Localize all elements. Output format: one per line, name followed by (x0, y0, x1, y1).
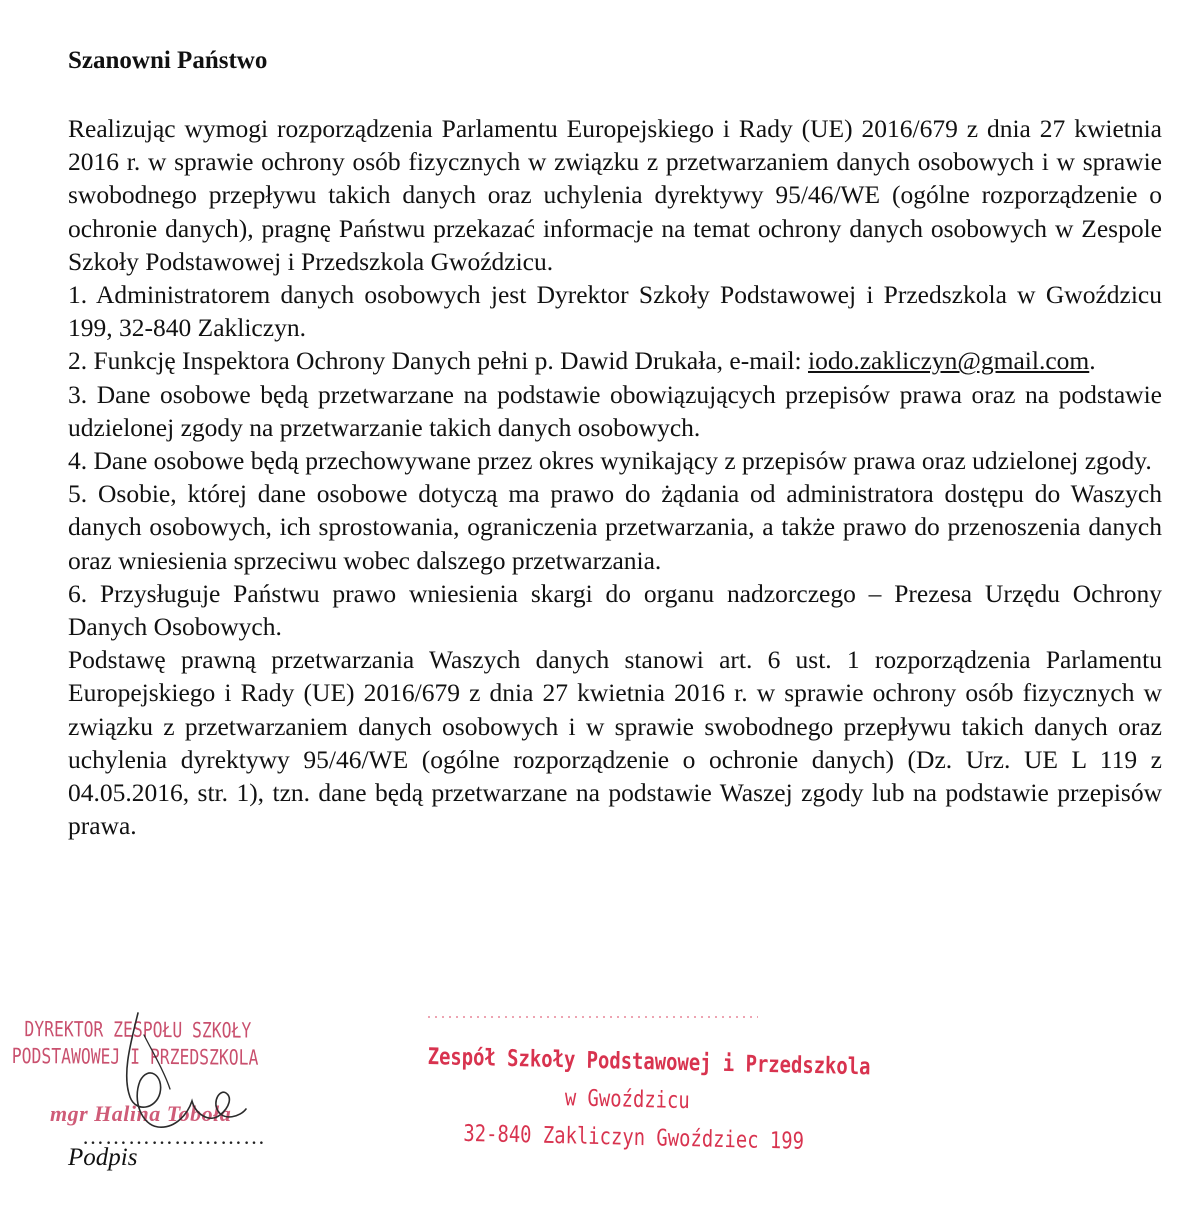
director-stamp-line-2: PODSTAWOWEJ I PRZEDSZKOLA (11, 1043, 259, 1070)
inspector-email-link[interactable]: iodo.zakliczyn@gmail.com (808, 346, 1090, 376)
school-stamp-line-1: Zespół Szkoły Podstawowej i Przedszkola (427, 1043, 871, 1081)
point-1: 1. Administratorem danych osobowych jest Dyrektor Szkoły Podstawowej i Przedszkola w Gwoździcu 199, 32-840 Zakliczyn. (68, 280, 1162, 343)
signature-dotted-line: …………………… (82, 1124, 266, 1149)
point-4: 4. Dane osobowe będą przechowywane przez okres wynikający z przepisów prawa oraz udzielonej zgody. (68, 446, 1152, 476)
signature-label: Podpis (68, 1144, 138, 1171)
legal-basis-paragraph: Podstawę prawną przetwarzania Waszych danych stanowi art. 6 ust. 1 rozporządzenia Parlamentu Europejskiego i Rady (UE) 2016/679 z dnia 27 kwietnia 2016 r. w sprawie ochrony osób fizycznych w związku z przetwarzaniem danych osobowych i w sprawie swobodnego przepływu takich danych oraz uchylenia dyrektywy 95/46/WE (ogólne rozporządzenie o ochronie danych) (Dz. Urz. UE L 119 z 04.05.2016, str. 1), tzn. dane będą przetwarzane na podstawie Waszej zgody lub na podstawie przepisów prawa. (68, 645, 1162, 841)
intro-paragraph: Realizując wymogi rozporządzenia Parlamentu Europejskiego i Rady (UE) 2016/679 z dnia 27 kwietnia 2016 r. w sprawie ochrony osób fizycznych w związku z przetwarzaniem danych osobowych i w sprawie swobodnego przepływu takich danych oraz uchylenia dyrektywy 95/46/WE (ogólne rozporządzenie o ochronie danych), pragnę Państwu przekazać informacje na temat ochrony danych osobowych w Zespole Szkoły Podstawowej i Przedszkola Gwoździcu. (68, 114, 1162, 276)
director-stamp-line-1: DYREKTOR ZESPOŁU SZKOŁY (24, 1017, 252, 1043)
point-2-suffix: . (1089, 346, 1096, 376)
point-2-text: 2. Funkcję Inspektora Ochrony Danych pełni p. Dawid Drukała, e-mail: (68, 346, 808, 376)
director-name-stamp: mgr Halina Toboła (50, 1101, 232, 1126)
faint-dotted-line (428, 1014, 758, 1020)
letter-body (68, 112, 1162, 842)
school-stamp-line-3: 32-840 Zakliczyn Gwoździec 199 (463, 1120, 805, 1155)
school-stamp (426, 1038, 871, 1162)
point-6: 6. Przysługuje Państwu prawo wniesienia skargi do organu nadzorczego – Prezesa Urzędu Ochrony Danych Osobowych. (68, 578, 1162, 642)
point-2 (68, 344, 1162, 377)
point-3: 3. Dane osobowe będą przetwarzane na podstawie obowiązujących przepisów prawa oraz na podstawie udzielonej zgody na przetwarzanie takich danych osobowych. (68, 379, 1162, 442)
school-stamp-line-2: w Gwoździcu (564, 1085, 690, 1115)
greeting: Szanowni Państwo (68, 47, 268, 74)
point-5: 5. Osobie, której dane osobowe dotyczą ma prawo do żądania od administratora dostępu do Waszych danych osobowych, ich sprostowania, ograniczenia przetwarzania, a także prawo do przenoszenia danych oraz wniesienia sprzeciwu wobec dalszego przetwarzania. (68, 479, 1162, 575)
